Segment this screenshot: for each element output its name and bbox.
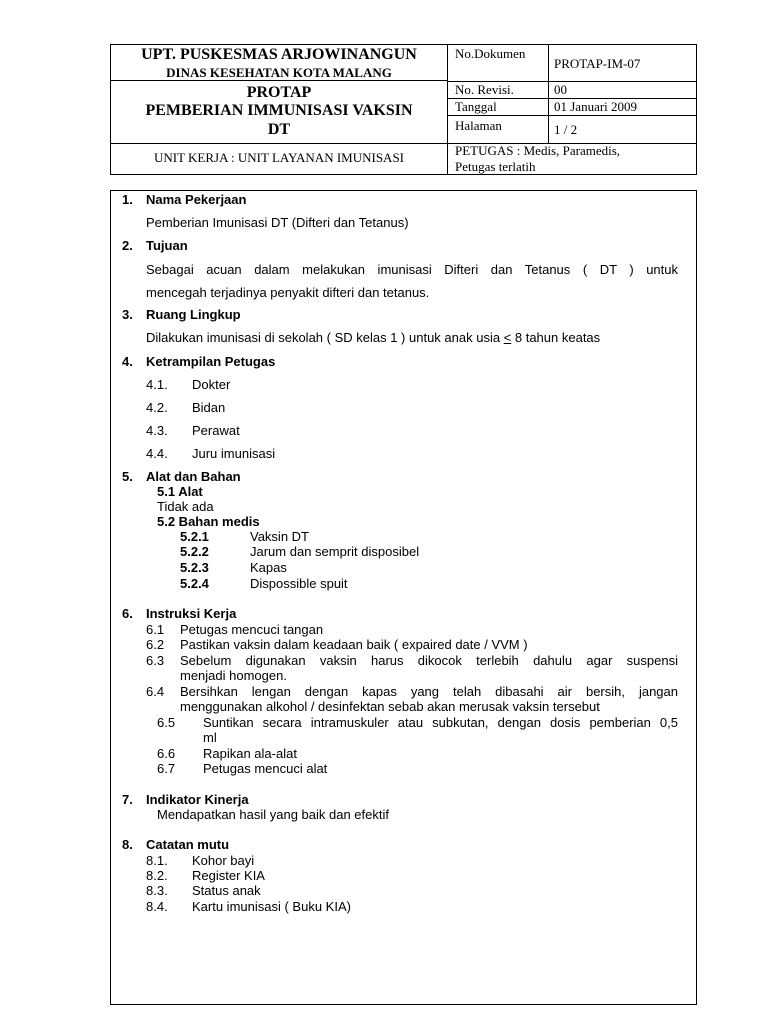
procedure-body [110, 190, 697, 1005]
list-item-text: menggunakan alkohol / desinfektan sebab akan merusak vaksin tersebut [180, 699, 600, 714]
section-title: Tujuan [146, 238, 188, 253]
tanggal-value: 01 Januari 2009 [554, 99, 638, 114]
section-number: 7. [122, 792, 133, 807]
org-name: UPT. PUSKESMAS ARJOWINANGUN [141, 46, 417, 63]
subsection-title: 5.2 Bahan medis [157, 514, 260, 529]
petugas-line-1: PETUGAS : Medis, Paramedis, [455, 143, 621, 158]
list-item-number: 6.7 [157, 761, 176, 776]
list-item-number: 6.5 [157, 715, 176, 730]
section-number: 1. [122, 192, 133, 207]
list-item-number: 8.2. [146, 868, 168, 883]
no-dokumen-label: No.Dokumen [455, 46, 526, 61]
list-item-number: 6.4 [146, 684, 165, 699]
list-item-text: Vaksin DT [250, 529, 309, 544]
no-dokumen-value: PROTAP-IM-07 [554, 56, 641, 71]
no-revisi-value: 00 [554, 82, 567, 97]
list-item-text: Petugas mencuci tangan [180, 622, 324, 637]
list-item-text: Register KIA [192, 868, 265, 883]
list-item-number: 5.2.1 [180, 529, 209, 544]
list-item-number: 8.1. [146, 853, 168, 868]
list-item-text: Rapikan ala-alat [203, 746, 297, 761]
org-subtitle: DINAS KESEHATAN KOTA MALANG [166, 65, 392, 80]
document-header-table [110, 44, 697, 175]
section-text: Pemberian Imunisasi DT (Difteri dan Tetanus) [146, 215, 409, 230]
halaman-value: 1 / 2 [554, 122, 578, 137]
section-number: 2. [122, 238, 133, 253]
list-item-text: Pastikan vaksin dalam keadaan baik ( expaired date / VVM ) [180, 637, 528, 652]
unit-kerja: UNIT KERJA : UNIT LAYANAN IMUNISASI [153, 150, 405, 165]
list-item-number: 5.2.4 [180, 576, 209, 591]
no-revisi-label: No. Revisi. [455, 82, 514, 97]
section-number: 3. [122, 307, 133, 322]
list-item-text: Kartu imunisasi ( Buku KIA) [192, 899, 351, 914]
section-title: Instruksi Kerja [146, 606, 237, 621]
list-item-text: ml [203, 730, 217, 745]
section-title: Ruang Lingkup [146, 307, 241, 322]
list-item-text: Perawat [192, 423, 240, 438]
list-item-text: Suntikan secara intramuskuler atau subkutan, dengan dosis pemberian 0,5 [203, 715, 678, 730]
doc-title-line-1: PEMBERIAN IMMUNISASI VAKSIN [145, 102, 413, 119]
halaman-label: Halaman [455, 118, 502, 133]
less-equal-symbol: < [503, 330, 512, 345]
section-text: Mendapatkan hasil yang baik dan efektif [157, 807, 389, 822]
subsection-title: 5.1 Alat [157, 484, 203, 499]
section-text [146, 330, 600, 345]
list-item-number: 4.3. [146, 423, 168, 438]
list-item-number: 5.2.3 [180, 560, 209, 575]
section-title: Alat dan Bahan [146, 469, 241, 484]
header-divider-horizontal [447, 115, 696, 116]
list-item-text: menjadi homogen. [180, 668, 287, 683]
list-item-number: 6.1 [146, 622, 165, 637]
list-item-number: 6.3 [146, 653, 165, 668]
doc-title-line-2: DT [267, 121, 291, 138]
header-divider-vertical [548, 45, 549, 143]
section-title: Nama Pekerjaan [146, 192, 247, 207]
list-item-number: 4.1. [146, 377, 168, 392]
section-text: mencegah terjadinya penyakit difteri dan tetanus. [146, 285, 430, 300]
header-divider-horizontal [111, 80, 447, 81]
section-title: Catatan mutu [146, 837, 230, 852]
petugas-line-2: Petugas terlatih [455, 159, 536, 174]
section-number: 6. [122, 606, 133, 621]
header-divider-vertical [447, 45, 448, 174]
list-item-text: Sebelum digunakan vaksin harus dikocok terlebih dahulu agar suspensi [180, 653, 678, 668]
list-item-number: 5.2.2 [180, 544, 209, 559]
list-item-number: 8.4. [146, 899, 168, 914]
section-title: Ketrampilan Petugas [146, 354, 276, 369]
list-item-number: 6.6 [157, 746, 176, 761]
list-item-text: Status anak [192, 883, 261, 898]
section-text: Sebagai acuan dalam melakukan imunisasi Difteri dan Tetanus ( DT ) untuk [146, 262, 678, 277]
section-text-part: 8 tahun keatas [511, 330, 601, 345]
list-item-text: Juru imunisasi [192, 446, 276, 461]
list-item-text: Kapas [250, 560, 287, 575]
list-item-number: 4.2. [146, 400, 168, 415]
list-item-number: 6.2 [146, 637, 165, 652]
list-item-text: Dokter [192, 377, 231, 392]
tanggal-label: Tanggal [455, 99, 497, 114]
list-item-text: Jarum dan semprit disposibel [250, 544, 420, 559]
list-item-text: Kohor bayi [192, 853, 255, 868]
doc-type: PROTAP [246, 84, 312, 101]
section-title: Indikator Kinerja [146, 792, 249, 807]
list-item-number: 8.3. [146, 883, 168, 898]
list-item-number: 4.4. [146, 446, 168, 461]
subsection-text: Tidak ada [157, 499, 214, 514]
list-item-text: Bersihkan lengan dengan kapas yang telah dibasahi air bersih, jangan [180, 684, 678, 699]
section-number: 8. [122, 837, 133, 852]
list-item-text: Bidan [192, 400, 226, 415]
section-number: 5. [122, 469, 133, 484]
list-item-text: Petugas mencuci alat [203, 761, 328, 776]
section-number: 4. [122, 354, 133, 369]
section-text-part: Dilakukan imunisasi di sekolah ( SD kelas 1 ) untuk anak usia [146, 330, 504, 345]
list-item-text: Dispossible spuit [250, 576, 348, 591]
